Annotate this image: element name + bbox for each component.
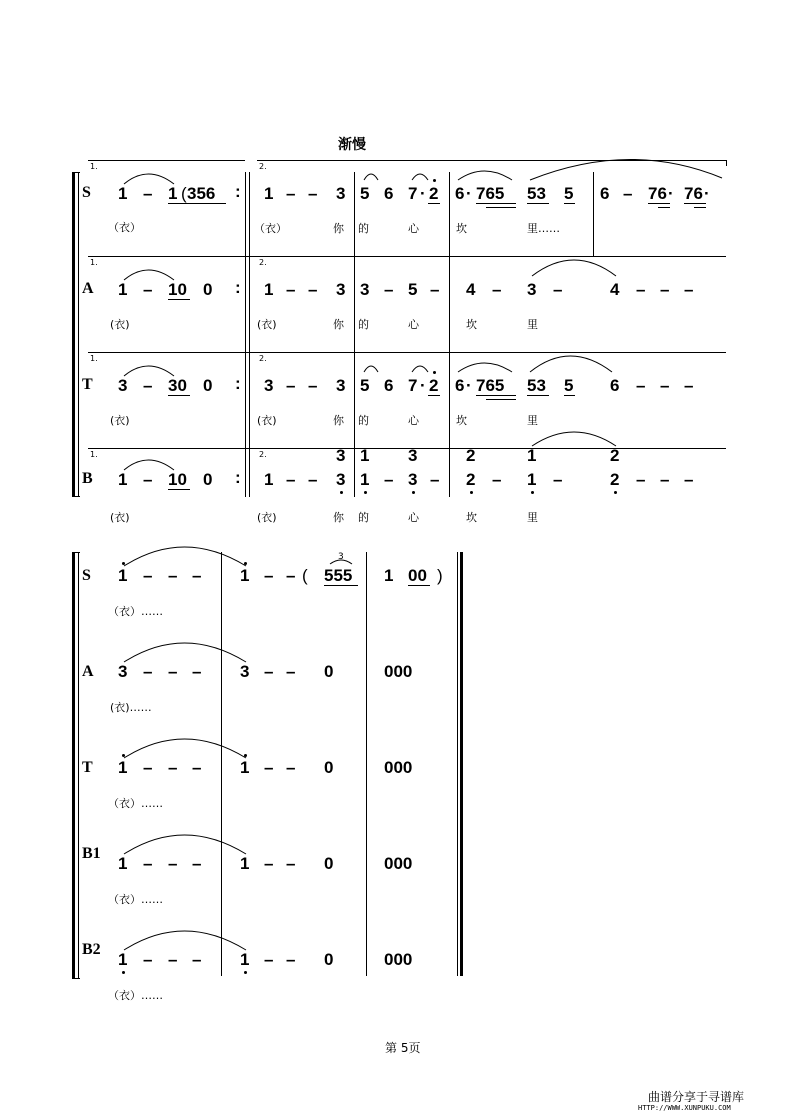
- note-symbol: (: [302, 566, 308, 585]
- lyric-text: 里: [527, 511, 538, 524]
- note-symbol: 6: [600, 184, 610, 203]
- note-symbol: –: [192, 854, 202, 873]
- slur: [124, 270, 174, 280]
- note-symbol: :: [235, 278, 241, 297]
- note-symbol: ·: [668, 184, 674, 203]
- note-symbol: –: [143, 280, 153, 299]
- note-symbol: 76: [648, 184, 667, 203]
- note-symbol: 53: [527, 184, 546, 203]
- lyric-text: 里: [527, 318, 538, 331]
- note-symbol: 3: [336, 446, 346, 465]
- note-symbol: –: [430, 470, 440, 489]
- note-symbol: –: [192, 662, 202, 681]
- lyric-text: 的: [358, 511, 369, 524]
- note-symbol: 000: [384, 854, 413, 873]
- volta-number: 2.: [259, 354, 267, 363]
- note-symbol: 1: [118, 758, 128, 777]
- slur: [124, 643, 246, 662]
- volta-number: 2.: [259, 162, 267, 171]
- lyric-text: 的: [358, 414, 369, 427]
- slur: [364, 174, 378, 180]
- note-symbol: 1: [264, 280, 274, 299]
- lyric-text: 你: [333, 318, 344, 331]
- note-symbol: –: [192, 566, 202, 585]
- lyric-text: (衣): [257, 414, 277, 427]
- note-symbol: ·: [420, 184, 426, 203]
- note-symbol: –: [684, 280, 694, 299]
- note-symbol: 2: [610, 446, 620, 465]
- note-symbol: 3: [360, 280, 370, 299]
- note-symbol: 1: [240, 950, 250, 969]
- note-symbol: 10: [168, 280, 187, 299]
- note-symbol: 0: [203, 470, 213, 489]
- note-symbol: 2: [429, 376, 439, 395]
- note-symbol: 3: [408, 470, 418, 489]
- note-symbol: 6: [384, 184, 394, 203]
- note-symbol: –: [636, 280, 646, 299]
- note-symbol: 0: [324, 758, 334, 777]
- note-symbol: –: [636, 376, 646, 395]
- note-symbol: –: [286, 280, 296, 299]
- slur: [458, 171, 512, 180]
- note-symbol: 000: [384, 950, 413, 969]
- note-symbol: 6: [455, 376, 465, 395]
- lyric-text: 心: [408, 222, 419, 235]
- lyric-text: 坎: [456, 222, 467, 235]
- note-symbol: 1: [118, 470, 128, 489]
- note-symbol: 7: [408, 376, 418, 395]
- note-symbol: ): [437, 566, 443, 585]
- note-symbol: 000: [384, 758, 413, 777]
- note-symbol: –: [168, 662, 178, 681]
- note-symbol: 6: [610, 376, 620, 395]
- note-symbol: 0: [324, 950, 334, 969]
- note-symbol: –: [264, 758, 274, 777]
- lyric-text: (衣): [257, 511, 277, 524]
- note-symbol: 1: [118, 280, 128, 299]
- slur: [330, 560, 352, 564]
- lyric-text: (衣): [110, 414, 130, 427]
- note-symbol: :: [235, 468, 241, 487]
- note-symbol: –: [286, 470, 296, 489]
- note-symbol: –: [286, 376, 296, 395]
- note-symbol: ·: [704, 184, 710, 203]
- note-symbol: –: [308, 184, 318, 203]
- note-symbol: –: [192, 950, 202, 969]
- note-symbol: –: [623, 184, 633, 203]
- note-symbol: 1: [527, 446, 537, 465]
- lyric-text: 里……: [527, 222, 560, 235]
- slur: [458, 363, 512, 372]
- slur: [124, 460, 174, 470]
- note-symbol: –: [660, 470, 670, 489]
- note-symbol: –: [286, 566, 296, 585]
- slur: [124, 547, 246, 566]
- note-symbol: –: [684, 470, 694, 489]
- note-symbol: 3: [118, 662, 128, 681]
- lyric-text: 坎: [466, 511, 477, 524]
- note-symbol: 3: [240, 662, 250, 681]
- note-symbol: 1: [384, 566, 394, 585]
- note-symbol: 1: [168, 184, 178, 203]
- part-label-soprano: S: [82, 567, 91, 584]
- note-symbol: –: [308, 280, 318, 299]
- note-symbol: 0: [203, 376, 213, 395]
- lyric-text: 你: [333, 511, 344, 524]
- note-symbol: –: [684, 376, 694, 395]
- note-symbol: 30: [168, 376, 187, 395]
- note-symbol: –: [143, 376, 153, 395]
- slur: [124, 174, 174, 184]
- note-symbol: –: [143, 854, 153, 873]
- lyric-text: 的: [358, 318, 369, 331]
- note-symbol: –: [286, 662, 296, 681]
- lyric-text: （衣）……: [108, 797, 163, 810]
- slur: [530, 356, 612, 372]
- note-symbol: 6: [384, 376, 394, 395]
- lyric-text: 心: [408, 511, 419, 524]
- note-symbol: :: [235, 182, 241, 201]
- slur: [124, 835, 246, 854]
- tempo-marking: 渐慢: [338, 137, 366, 153]
- note-symbol: 1: [360, 470, 370, 489]
- note-symbol: 5: [408, 280, 418, 299]
- page-number: 第 5页: [385, 1041, 421, 1055]
- site-credit: 曲谱分享于寻谱库: [648, 1090, 745, 1104]
- lyric-text: 你: [333, 222, 344, 235]
- part-label-tenor: T: [82, 759, 93, 776]
- note-symbol: 6: [455, 184, 465, 203]
- note-symbol: –: [168, 950, 178, 969]
- note-symbol: 00: [408, 566, 427, 585]
- note-symbol: –: [143, 950, 153, 969]
- part-label-soprano: S: [82, 184, 91, 201]
- note-symbol: 1: [118, 950, 128, 969]
- note-symbol: :: [235, 374, 241, 393]
- note-symbol: 1: [240, 566, 250, 585]
- lyric-text: 的: [358, 222, 369, 235]
- note-symbol: –: [264, 950, 274, 969]
- note-symbol: –: [168, 566, 178, 585]
- note-symbol: 0: [324, 662, 334, 681]
- lyric-text: (衣): [110, 511, 130, 524]
- part-label-bass: B: [82, 470, 93, 487]
- note-symbol: 53: [527, 376, 546, 395]
- note-symbol: –: [143, 184, 153, 203]
- lyric-text: （衣）: [108, 221, 141, 234]
- note-symbol: (: [181, 184, 187, 203]
- note-symbol: –: [143, 566, 153, 585]
- part-label-alto: A: [82, 280, 94, 297]
- note-symbol: ·: [466, 184, 472, 203]
- note-symbol: 4: [466, 280, 476, 299]
- part-label-alto: A: [82, 663, 94, 680]
- note-symbol: 3: [118, 376, 128, 395]
- note-symbol: –: [143, 758, 153, 777]
- note-symbol: 1: [264, 470, 274, 489]
- note-symbol: ·: [466, 376, 472, 395]
- lyric-text: （衣）……: [108, 893, 163, 906]
- note-symbol: –: [286, 854, 296, 873]
- note-symbol: –: [286, 758, 296, 777]
- lyric-text: (衣): [257, 318, 277, 331]
- note-symbol: 5: [564, 184, 574, 203]
- part-label-bass1: B1: [82, 845, 101, 862]
- lyric-text: 坎: [466, 318, 477, 331]
- note-symbol: –: [143, 470, 153, 489]
- note-symbol: 3: [336, 470, 346, 489]
- lyric-text: (衣)……: [110, 701, 152, 714]
- note-symbol: 1: [264, 184, 274, 203]
- note-symbol: 765: [476, 376, 505, 395]
- lyric-text: （衣）……: [108, 989, 163, 1002]
- note-symbol: 765: [476, 184, 505, 203]
- note-symbol: 2: [466, 470, 476, 489]
- slur: [124, 366, 174, 376]
- note-symbol: 2: [466, 446, 476, 465]
- note-symbol: –: [308, 376, 318, 395]
- volta-number: 1.: [90, 450, 98, 459]
- slur: [412, 174, 428, 180]
- note-symbol: –: [553, 280, 563, 299]
- note-symbol: –: [492, 280, 502, 299]
- note-symbol: 76: [684, 184, 703, 203]
- part-label-bass2: B2: [82, 941, 101, 958]
- note-symbol: –: [384, 280, 394, 299]
- note-symbol: 3: [408, 446, 418, 465]
- slur: [530, 159, 722, 180]
- note-symbol: 1: [118, 566, 128, 585]
- note-symbol: –: [660, 280, 670, 299]
- note-symbol: 1: [118, 854, 128, 873]
- lyric-text: 心: [408, 414, 419, 427]
- site-url: HTTP://WWW.XUNPUKU.COM: [638, 1104, 731, 1112]
- note-symbol: –: [264, 662, 274, 681]
- note-symbol: –: [168, 758, 178, 777]
- part-label-tenor: T: [82, 376, 93, 393]
- note-symbol: –: [192, 758, 202, 777]
- note-symbol: 555: [324, 566, 353, 585]
- note-symbol: –: [553, 470, 563, 489]
- note-symbol: –: [492, 470, 502, 489]
- note-symbol: 1: [240, 854, 250, 873]
- note-symbol: 10: [168, 470, 187, 489]
- slur: [124, 931, 246, 950]
- note-symbol: 5: [360, 376, 370, 395]
- note-symbol: 0: [324, 854, 334, 873]
- note-symbol: –: [384, 470, 394, 489]
- slur: [532, 432, 616, 446]
- note-symbol: 4: [610, 280, 620, 299]
- note-symbol: 2: [429, 184, 439, 203]
- note-symbol: 1: [360, 446, 370, 465]
- note-symbol: 5: [564, 376, 574, 395]
- note-symbol: –: [636, 470, 646, 489]
- lyric-text: 心: [408, 318, 419, 331]
- note-symbol: 1: [240, 758, 250, 777]
- note-symbol: –: [660, 376, 670, 395]
- note-symbol: 3: [336, 280, 346, 299]
- note-symbol: 3: [527, 280, 537, 299]
- note-symbol: –: [430, 280, 440, 299]
- note-symbol: ·: [420, 376, 426, 395]
- note-symbol: 356: [187, 184, 216, 203]
- lyric-text: 里: [527, 414, 538, 427]
- note-symbol: –: [308, 470, 318, 489]
- slur: [364, 366, 378, 372]
- lyric-text: 你: [333, 414, 344, 427]
- note-symbol: 3: [336, 184, 346, 203]
- volta-number: 1.: [90, 354, 98, 363]
- lyric-text: （衣）: [254, 222, 287, 235]
- note-symbol: –: [143, 662, 153, 681]
- volta-number: 1.: [90, 162, 98, 171]
- note-symbol: 1: [527, 470, 537, 489]
- note-symbol: 0: [203, 280, 213, 299]
- note-symbol: 1: [118, 184, 128, 203]
- note-symbol: 3: [336, 376, 346, 395]
- note-symbol: –: [264, 566, 274, 585]
- lyric-text: 坎: [456, 414, 467, 427]
- volta-number: 2.: [259, 258, 267, 267]
- note-symbol: 3: [264, 376, 274, 395]
- note-symbol: –: [286, 184, 296, 203]
- slur: [124, 739, 246, 758]
- volta-number: 2.: [259, 450, 267, 459]
- slur: [412, 366, 428, 372]
- note-symbol: 000: [384, 662, 413, 681]
- lyric-text: （衣）……: [108, 605, 163, 618]
- note-symbol: –: [286, 950, 296, 969]
- slur: [532, 260, 616, 276]
- note-symbol: 5: [360, 184, 370, 203]
- note-symbol: –: [168, 854, 178, 873]
- note-symbol: 7: [408, 184, 418, 203]
- lyric-text: (衣): [110, 318, 130, 331]
- volta-number: 1.: [90, 258, 98, 267]
- note-symbol: –: [264, 854, 274, 873]
- note-symbol: 2: [610, 470, 620, 489]
